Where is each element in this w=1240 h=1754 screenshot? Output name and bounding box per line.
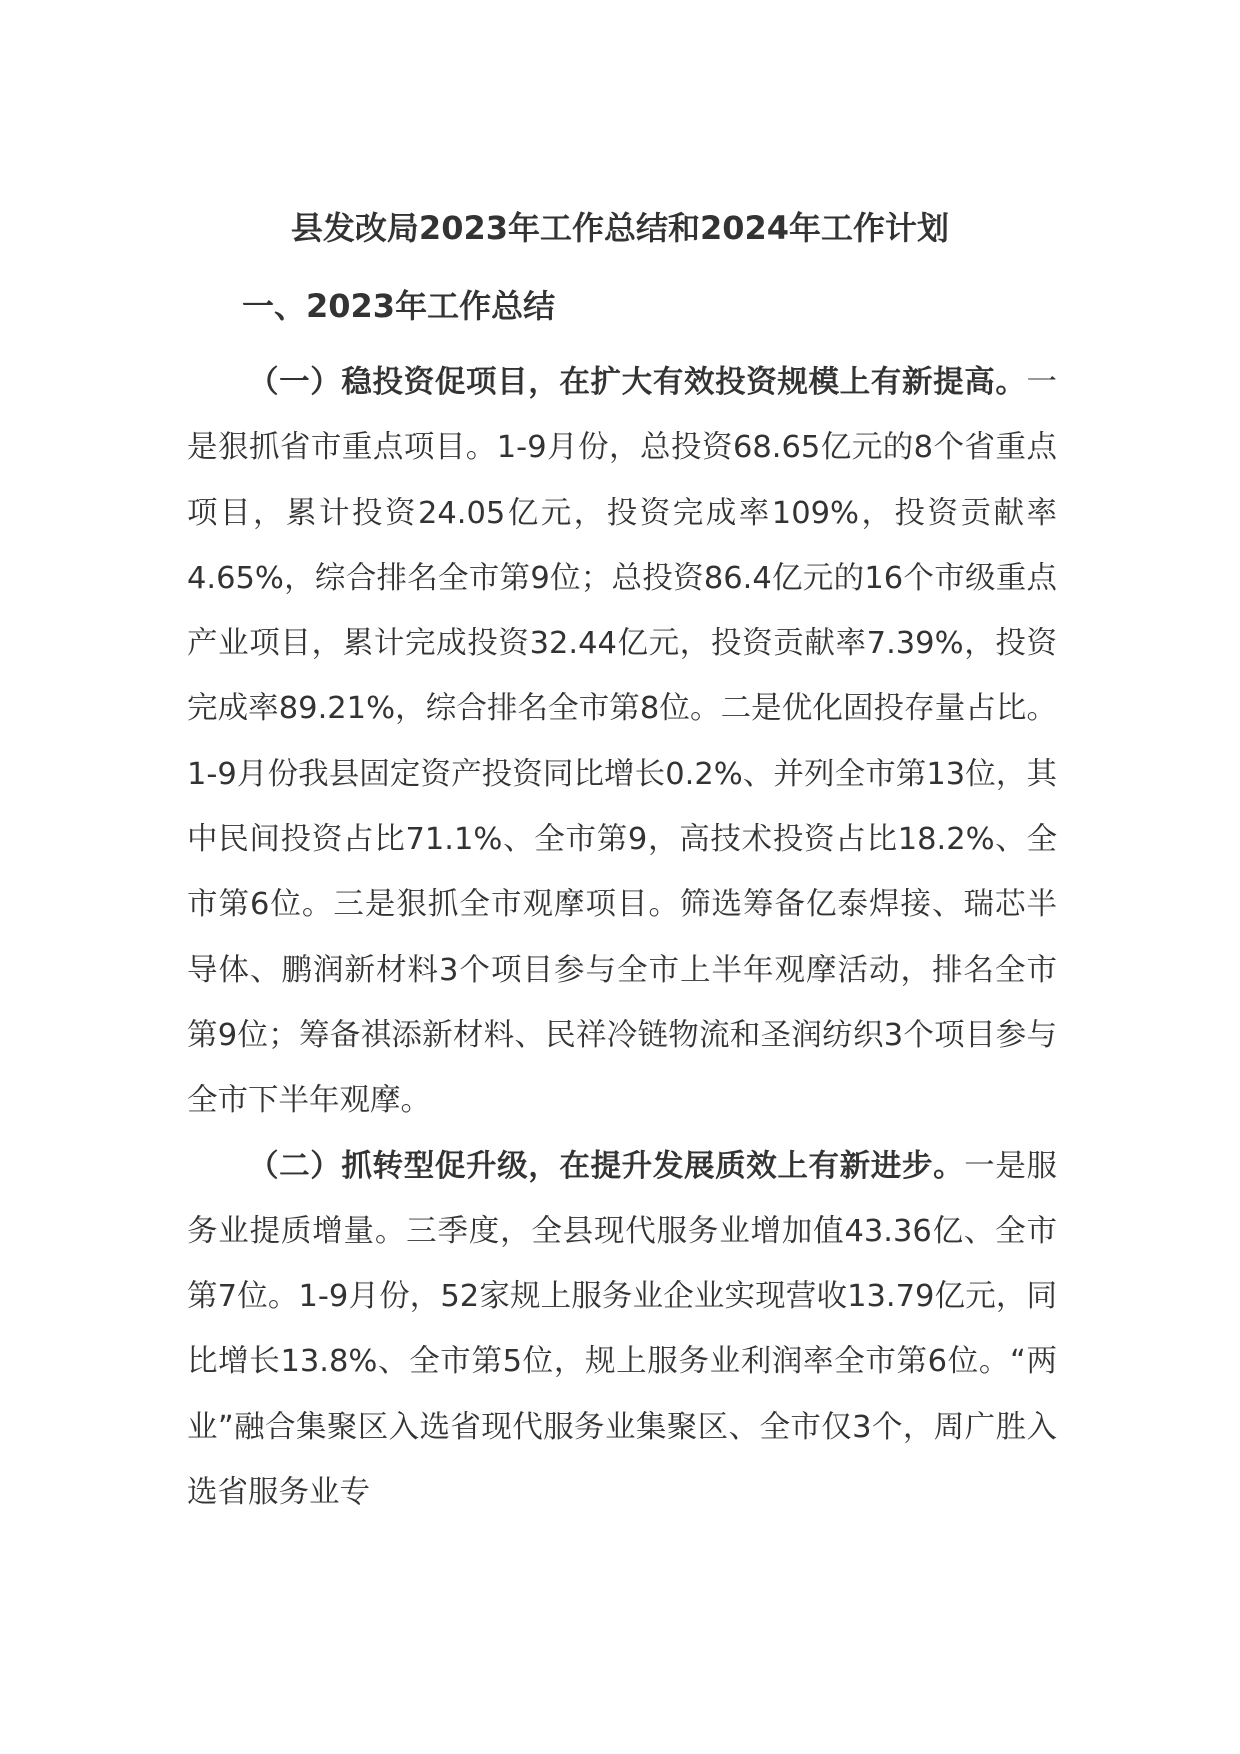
paragraph-1-text: 一是狠抓省市重点项目。1-9月份，总投资68.65亿元的8个省重点项目，累计投资24.05亿元，投资完成率109%，投资贡献率4.65%，综合排名全市第9位；总投资86.4亿元的16个市级重点产业项目，累计完成投资32.44亿元，投资贡献率7.39%，投资完成率89.21%，综合排名全市第8位。二是优化固投存量占比。1-9月份我县固定资产投资同比增长0.2%、并列全市第13位，其中民间投资占比71.1%、全市第9，高技术投资占比18.2%、全市第6位。三是狠抓全市观摩项目。筛选筹备亿泰焊接、瑞芯半导体、鹏润新材料3个项目参与全市上半年观摩活动，排名全市第9位；筹备祺添新材料、民祥冷链物流和圣润纺织3个项目参与全市下半年观摩。: [187, 365, 1057, 1119]
paragraph-2-heading: （二）抓转型促升级，在提升发展质效上有新进步。: [248, 1148, 965, 1184]
paragraph-2-text: 一是服务业提质增量。三季度，全县现代服务业增加值43.36亿、全市第7位。1-9月份，52家规上服务业企业实现营收13.79亿元，同比增长13.8%、全市第5位，规上服务业利润率全市第6位。“两业”融合集聚区入选省现代服务业集聚区、全市仅3个，周广胜入选省服务业专: [187, 1148, 1057, 1511]
paragraph-1-heading: （一）稳投资促项目，在扩大有效投资规模上有新提高。: [248, 365, 1027, 400]
paragraph-2: [187, 1134, 1057, 1526]
document-body: [187, 350, 1057, 1525]
section-heading: 一、2023年工作总结: [242, 287, 556, 325]
document-title: 县发改局2023年工作总结和2024年工作计划: [290, 209, 950, 247]
paragraph-1: [187, 350, 1057, 1134]
